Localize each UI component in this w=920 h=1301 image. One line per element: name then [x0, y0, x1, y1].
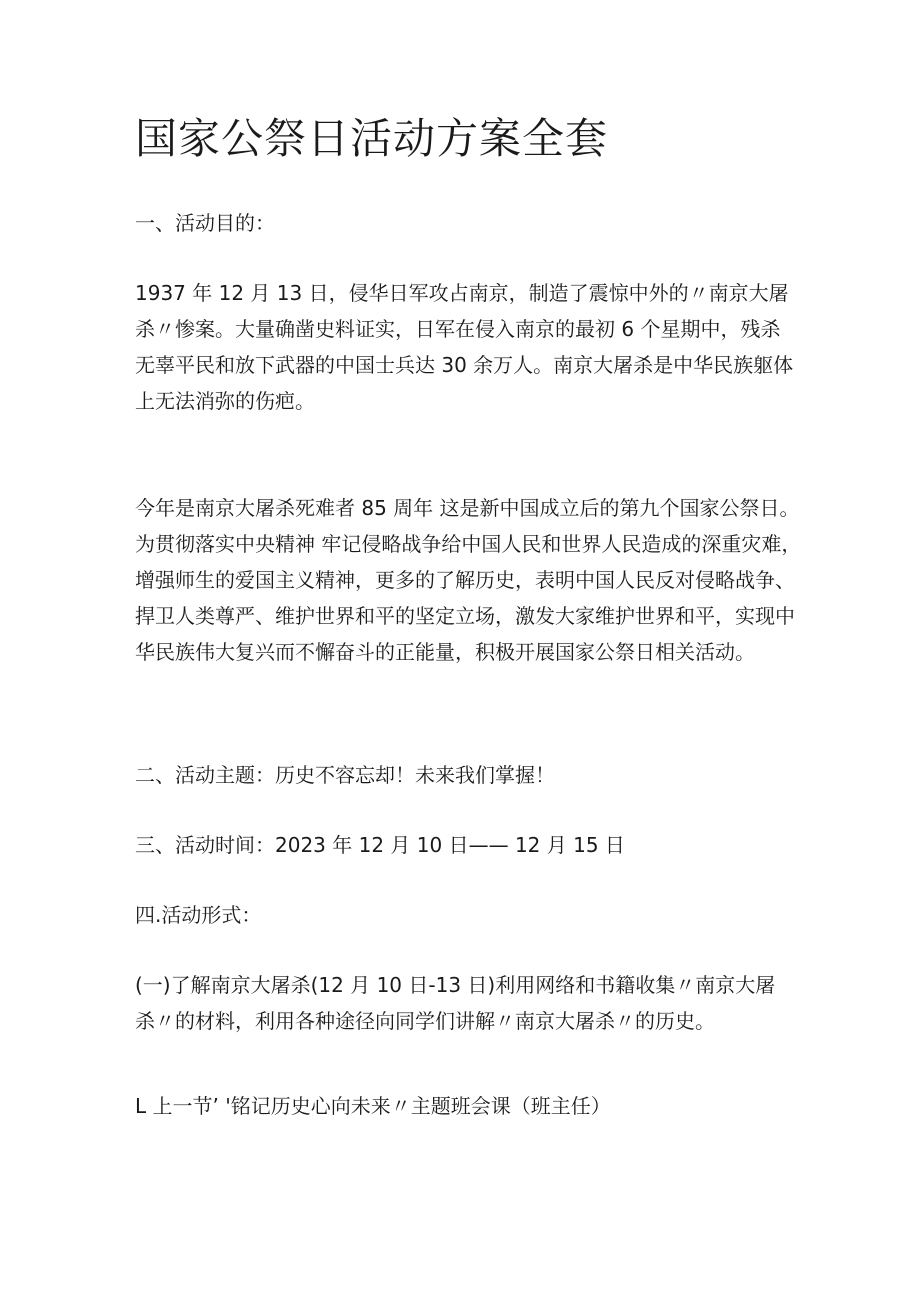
form-item-2: L 上一节’ '铭记历史心向未来〃主题班会课（班主任）: [135, 1094, 611, 1118]
form-item-1: [135, 967, 800, 1039]
paragraph-line: (一)了解南京大屠杀(12 月 10 日-13 日)利用网络和书籍收集〃南京大屠: [135, 973, 776, 997]
time-line: 三、活动时间：2023 年 12 月 10 日—— 12 月 15 日: [135, 833, 625, 857]
paragraph-line: 杀〃惨案。大量确凿史料证实，日军在侵入南京的最初 6 个星期中，残杀: [135, 317, 781, 341]
form-heading: 四.活动形式：: [135, 903, 262, 927]
theme-line: 二、活动主题：历史不容忘却！未来我们掌握！: [135, 763, 555, 787]
purpose-paragraph-2: [135, 490, 800, 670]
paragraph-line: 为贯彻落实中央精神 牢记侵略战争给中国人民和世界人民造成的深重灾难，: [135, 532, 802, 556]
paragraph-line: 无辜平民和放下武器的中国士兵达 30 余万人。南京大屠杀是中华民族躯体: [135, 353, 794, 377]
document-title: 国家公祭日活动方案全套: [135, 114, 609, 163]
paragraph-line: 上无法消弥的伤疤。: [135, 389, 315, 413]
paragraph-line: 华民族伟大复兴而不懈奋斗的正能量，积极开展国家公祭日相关活动。: [135, 640, 755, 664]
paragraph-line: 增强师生的爱国主义精神，更多的了解历史，表明中国人民反对侵略战争、: [135, 568, 795, 592]
paragraph-line: 今年是南京大屠杀死难者 85 周年 这是新中国成立后的第九个国家公祭日。: [135, 496, 800, 520]
purpose-heading: 一、活动目的：: [135, 211, 275, 235]
purpose-paragraph-1: [135, 275, 800, 419]
paragraph-line: 捍卫人类尊严、维护世界和平的坚定立场，激发大家维护世界和平，实现中: [135, 604, 795, 628]
paragraph-line: 1937 年 12 月 13 日，侵华日军攻占南京，制造了震惊中外的〃南京大屠: [135, 281, 789, 305]
paragraph-line: 杀〃的材料，利用各种途径向同学们讲解〃南京大屠杀〃的历史。: [135, 1009, 715, 1033]
